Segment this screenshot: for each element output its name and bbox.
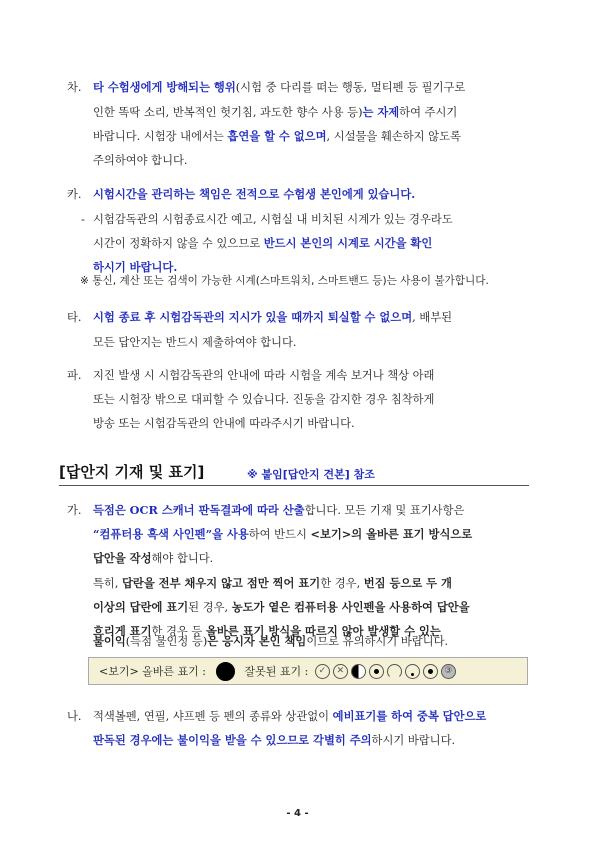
item-ta-marker: 타. xyxy=(67,311,82,324)
text-run: 반드시 본인의 시계로 시간을 확인 xyxy=(263,236,433,250)
small-dot-mark-icon xyxy=(405,664,420,679)
text-run: 이상의 답란에 표기 xyxy=(93,600,189,614)
text-run: 타 수험생에게 방해되는 행위 xyxy=(93,80,236,94)
text-run: 판독된 경우에는 불이익을 받을 수 있으므로 각별히 주의 xyxy=(93,733,372,747)
text-run: 된 경우, xyxy=(188,601,232,614)
text-run: 하시기 바랍니다. xyxy=(371,734,456,747)
item-ta-line-2: 모든 답안지는 반드시 제출하여야 합니다. xyxy=(93,336,297,349)
marking-example-box xyxy=(88,657,528,685)
item-ka-marker: 카. xyxy=(67,188,82,201)
item-pa-marker: 파. xyxy=(67,369,82,382)
text-run: <보기>의 올바른 표기 방식으로 xyxy=(310,527,473,541)
text-run: 득점은 OCR 스캐너 판독결과에 따라 산출 xyxy=(93,503,305,517)
text-run: 흡연을 할 수 없으며 xyxy=(227,129,327,143)
text-run: 이므로 유의하시기 바랍니다. xyxy=(306,635,449,648)
text-run: 합니다. 모든 기재 및 표기사항은 xyxy=(304,504,465,517)
text-run: 농도가 옅은 컴퓨터용 사인펜을 사용하여 답안을 xyxy=(231,600,470,614)
item-ka-line-1: 시험시간을 관리하는 책임은 전적으로 수험생 본인에게 있습니다. xyxy=(93,187,416,201)
text-run: (득점 불인정 등) xyxy=(125,635,208,648)
text-run: 올바른 표기 방식을 따르지 않아 발생할 수 있는 xyxy=(205,624,441,638)
section-title: [답안지 기재 및 표기] xyxy=(59,463,205,481)
item-ga-line-3 xyxy=(93,553,213,564)
marking-example-label: <보기> 올바른 표기 : xyxy=(99,665,210,678)
item-ga-para-line-1 xyxy=(93,578,452,589)
text-run: 하여 반드시 xyxy=(248,528,311,541)
text-run: 한 경우 등 xyxy=(151,625,206,638)
item-ga-line-1 xyxy=(93,505,464,516)
text-run: 한 경우, xyxy=(320,577,364,590)
item-na-marker: 나. xyxy=(67,710,82,723)
section-note: ※ 붙임[답안지 견본] 참조 xyxy=(247,468,375,481)
text-run: 해야 합니다. xyxy=(151,552,214,565)
item-pa-line-3: 방송 또는 시험감독관의 안내에 따라주시기 바랍니다. xyxy=(93,417,355,430)
check-mark-icon: ✓ xyxy=(315,664,330,679)
wrong-mark-label: 잘못된 표기 : xyxy=(244,665,312,678)
text-run: 인한 똑딱 소리, 반복적인 헛기침, 과도한 향수 사용 등) xyxy=(93,106,363,119)
item-ka-sub-line-3: 하시기 바랍니다. xyxy=(93,260,178,274)
text-run: 불이익 xyxy=(93,634,126,648)
dot-mark-icon xyxy=(423,664,438,679)
text-run: 번짐 등으로 두 개 xyxy=(363,576,452,590)
item-pa-line-1: 지진 발생 시 시험감독관의 안내에 따라 시험을 계속 보거나 책상 아래 xyxy=(93,369,435,382)
text-run: , 시설물을 훼손하지 않도록 xyxy=(326,130,461,143)
text-run: 특히, xyxy=(93,577,123,590)
item-ga-marker: 가. xyxy=(67,504,82,517)
item-ka-sub-marker: - xyxy=(81,213,85,226)
text-run: 는 자제 xyxy=(362,105,400,119)
section-divider xyxy=(59,485,529,486)
item-na-line-2 xyxy=(93,735,455,746)
correct-mark-icon xyxy=(216,662,235,681)
text-run: 답안을 작성 xyxy=(93,551,152,565)
item-ta-line-1 xyxy=(93,312,452,323)
text-run: (시험 중 다리를 떠는 행동, 멀티펜 등 필기구로 xyxy=(235,81,466,94)
text-run: 바랍니다. 시험장 내에서는 xyxy=(93,130,228,143)
item-cha-line-3 xyxy=(93,131,461,142)
item-cha-line-4: 주의하여야 합니다. xyxy=(93,154,188,167)
half-filled-mark-icon xyxy=(351,664,366,679)
item-ga-para-line-4 xyxy=(93,636,448,647)
item-cha-line-2 xyxy=(93,107,457,118)
item-ka-sub-line-2 xyxy=(93,238,432,249)
item-ga-line-2 xyxy=(93,529,472,540)
dot-center-mark-icon xyxy=(369,664,384,679)
text-run: 시험 종료 후 시험감독관의 지시가 있을 때까지 퇴실할 수 없으며 xyxy=(93,310,413,324)
item-ga-para-line-2 xyxy=(93,602,470,613)
x-mark-icon: ✕ xyxy=(333,664,348,679)
text-run: 적색볼펜, 연필, 샤프펜 등 펜의 종류와 상관없이 xyxy=(93,710,333,723)
item-na-line-1 xyxy=(93,711,486,722)
item-ka-note: ※ 통신, 계산 또는 검색이 가능한 시계(스마트워치, 스마트밴드 등)는 사용이 불가합니다. xyxy=(80,275,489,287)
text-run: 흐리게 표기 xyxy=(93,624,152,638)
text-run: “컴퓨터용 흑색 사인펜”을 사용 xyxy=(93,527,249,541)
page-number: - 4 - xyxy=(286,808,309,819)
item-ka-sub-line-1: 시험감독관의 시험종료시간 예고, 시험실 내 비치된 시계가 있는 경우라도 xyxy=(93,213,453,226)
faint-mark-icon: ③ xyxy=(441,664,456,679)
text-run: 시간이 정확하지 않을 수 있으므로 xyxy=(93,237,264,250)
text-run: , 배부된 xyxy=(412,311,453,324)
text-run: 은 응시자 본인 책임 xyxy=(207,634,307,648)
text-run: 답란을 전부 채우지 않고 점만 찍어 표기 xyxy=(122,576,321,590)
item-cha-marker: 차. xyxy=(67,81,82,94)
text-run: 하여 주시기 xyxy=(399,106,458,119)
item-cha-line-1 xyxy=(93,82,465,93)
text-run: 예비표기를 하여 중복 답안으로 xyxy=(332,709,487,723)
open-circle-mark-icon xyxy=(387,664,402,679)
item-pa-line-2: 또는 시험장 밖으로 대피할 수 있습니다. 진동을 감지한 경우 침착하게 xyxy=(93,393,435,406)
